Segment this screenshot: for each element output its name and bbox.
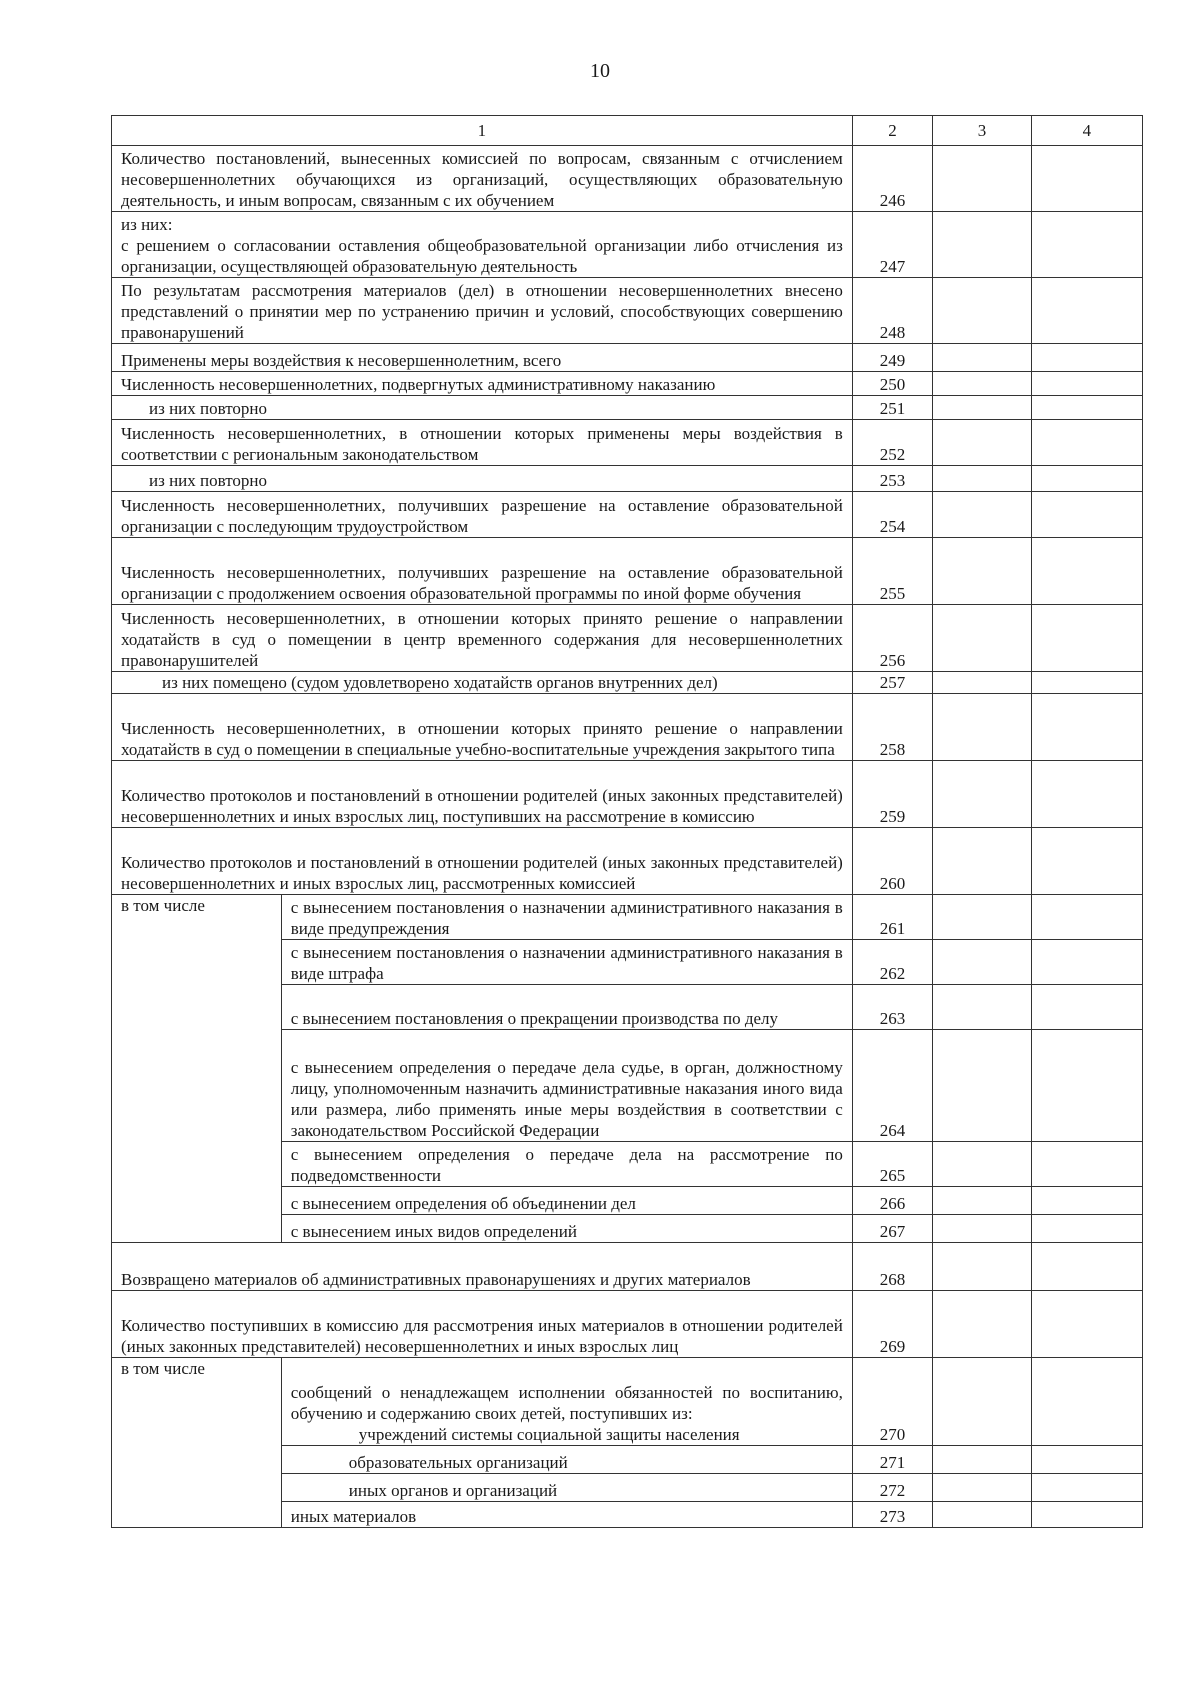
value-cell-col4[interactable]	[1031, 1142, 1142, 1187]
table-row	[112, 344, 1143, 372]
value-cell-col3[interactable]	[933, 1291, 1032, 1358]
value-cell-col4[interactable]	[1031, 278, 1142, 344]
row-code: 269	[852, 1291, 932, 1358]
value-cell-col3[interactable]	[933, 466, 1032, 492]
row-label: из них помещено (судом удовлетворено ходатайств органов внутренних дел)	[112, 672, 853, 694]
value-cell-col4[interactable]	[1031, 1474, 1142, 1502]
group-label: в том числе	[112, 1358, 282, 1528]
row-code: 265	[852, 1142, 932, 1187]
row-code: 249	[852, 344, 932, 372]
row-code: 259	[852, 761, 932, 828]
value-cell-col3[interactable]	[933, 146, 1032, 212]
value-cell-col3[interactable]	[933, 605, 1032, 672]
row-code: 271	[852, 1446, 932, 1474]
row-code: 270	[852, 1358, 932, 1446]
row-label: из них повторно	[112, 466, 853, 492]
table-row	[112, 146, 1143, 212]
header-col-4: 4	[1031, 116, 1142, 146]
value-cell-col4[interactable]	[1031, 492, 1142, 538]
value-cell-col3[interactable]	[933, 492, 1032, 538]
value-cell-col4[interactable]	[1031, 1291, 1142, 1358]
table-row	[112, 605, 1143, 672]
group-intro: сообщений о ненадлежащем исполнении обязанностей по воспитанию, обучению и содержанию своих детей, поступивших из:	[290, 1383, 843, 1423]
report-table	[111, 115, 1143, 1528]
table-row	[112, 420, 1143, 466]
row-label: с вынесением иных видов определений	[281, 1215, 852, 1243]
row-code: 267	[852, 1215, 932, 1243]
row-label: из них: с решением о согласовании оставления общеобразовательной организации либо отчисления из организации, осуществляющей образовательную деятельность	[112, 212, 853, 278]
value-cell-col4[interactable]	[1031, 1358, 1142, 1446]
value-cell-col3[interactable]	[933, 940, 1032, 985]
row-label: иных органов и организаций	[281, 1474, 852, 1502]
group-label: в том числе	[112, 895, 282, 1243]
value-cell-col4[interactable]	[1031, 985, 1142, 1030]
value-cell-col3[interactable]	[933, 212, 1032, 278]
value-cell-col4[interactable]	[1031, 344, 1142, 372]
value-cell-col4[interactable]	[1031, 372, 1142, 396]
row-code: 257	[852, 672, 932, 694]
sub-item-label: учреждений системы социальной защиты населения	[358, 1425, 740, 1444]
value-cell-col3[interactable]	[933, 895, 1032, 940]
value-cell-col3[interactable]	[933, 372, 1032, 396]
row-label: с вынесением определения о передаче дела на рассмотрение по подведомственности	[281, 1142, 852, 1187]
row-label: Возвращено материалов об административных правонарушениях и других материалов	[112, 1243, 853, 1291]
row-label: Численность несовершеннолетних, в отношении которых применены меры воздействия в соответствии с региональным законодательством	[112, 420, 853, 466]
row-code: 258	[852, 694, 932, 761]
table-row	[112, 1291, 1143, 1358]
value-cell-col3[interactable]	[933, 761, 1032, 828]
row-code: 251	[852, 396, 932, 420]
value-cell-col4[interactable]	[1031, 212, 1142, 278]
row-label: с вынесением постановления о назначении административного наказания в виде предупреждения	[281, 895, 852, 940]
row-code: 252	[852, 420, 932, 466]
value-cell-col3[interactable]	[933, 396, 1032, 420]
row-code: 262	[852, 940, 932, 985]
row-label: Численность несовершеннолетних, подвергнутых административному наказанию	[112, 372, 853, 396]
row-code: 263	[852, 985, 932, 1030]
row-code: 264	[852, 1030, 932, 1142]
value-cell-col3[interactable]	[933, 1030, 1032, 1142]
row-label: Количество протоколов и постановлений в отношении родителей (иных законных представителей) несовершеннолетних и иных взрослых лиц, рассмотренных комиссией	[112, 828, 853, 895]
row-code: 272	[852, 1474, 932, 1502]
value-cell-col4[interactable]	[1031, 940, 1142, 985]
row-label: Количество постановлений, вынесенных комиссией по вопросам, связанным с отчислением несовершеннолетних обучающихся из организаций, осуществляющих образовательную деятельность, и иным вопросам, связанным с их обучением	[112, 146, 853, 212]
value-cell-col4[interactable]	[1031, 396, 1142, 420]
header-col-2: 2	[852, 116, 932, 146]
value-cell-col4[interactable]	[1031, 1243, 1142, 1291]
value-cell-col3[interactable]	[933, 420, 1032, 466]
row-code: 250	[852, 372, 932, 396]
row-label: с вынесением постановления о прекращении производства по делу	[281, 985, 852, 1030]
row-label: По результатам рассмотрения материалов (дел) в отношении несовершеннолетних внесено представлений о принятии мер по устранению причин и условий, способствующих совершению правонарушений	[112, 278, 853, 344]
value-cell-col4[interactable]	[1031, 1215, 1142, 1243]
table-row	[112, 1243, 1143, 1291]
value-cell-col3[interactable]	[933, 1142, 1032, 1187]
row-code: 254	[852, 492, 932, 538]
value-cell-col3[interactable]	[933, 1243, 1032, 1291]
row-label: Численность несовершеннолетних, в отношении которых принято решение о направлении ходатайств в суд о помещении в центр временного содержания для несовершеннолетних правонарушителей	[112, 605, 853, 672]
table-row	[112, 672, 1143, 694]
value-cell-col3[interactable]	[933, 672, 1032, 694]
value-cell-col4[interactable]	[1031, 761, 1142, 828]
table-row	[112, 694, 1143, 761]
table-row	[112, 1358, 1143, 1446]
row-code: 268	[852, 1243, 932, 1291]
row-code: 261	[852, 895, 932, 940]
table-row	[112, 492, 1143, 538]
value-cell-col3[interactable]	[933, 1358, 1032, 1446]
value-cell-col4[interactable]	[1031, 1030, 1142, 1142]
row-label: Численность несовершеннолетних, в отношении которых принято решение о направлении ходатайств в суд о помещении в специальные учебно-воспитательные учреждения закрытого типа	[112, 694, 853, 761]
row-label: Количество поступивших в комиссию для рассмотрения иных материалов в отношении родителей (иных законных представителей) несовершеннолетних и иных взрослых лиц	[112, 1291, 853, 1358]
value-cell-col3[interactable]	[933, 828, 1032, 895]
row-label: с вынесением определения о передаче дела судье, в орган, должностному лицу, уполномоченным назначить административные наказания иного вида или размера, либо применять иные меры воздействия в соответствии с законодательством Российской Федерации	[281, 1030, 852, 1142]
row-label: из них повторно	[112, 396, 853, 420]
row-code: 256	[852, 605, 932, 672]
row-code: 247	[852, 212, 932, 278]
value-cell-col3[interactable]	[933, 538, 1032, 605]
row-label: Количество протоколов и постановлений в отношении родителей (иных законных представителей) несовершеннолетних и иных взрослых лиц, поступивших на рассмотрение в комиссию	[112, 761, 853, 828]
value-cell-col3[interactable]	[933, 1187, 1032, 1215]
value-cell-col4[interactable]	[1031, 605, 1142, 672]
value-cell-col4[interactable]	[1031, 828, 1142, 895]
value-cell-col4[interactable]	[1031, 538, 1142, 605]
value-cell-col4[interactable]	[1031, 1187, 1142, 1215]
table-row	[112, 538, 1143, 605]
value-cell-col3[interactable]	[933, 1502, 1032, 1528]
row-code: 260	[852, 828, 932, 895]
row-label: с вынесением определения об объединении дел	[281, 1187, 852, 1215]
value-cell-col4[interactable]	[1031, 466, 1142, 492]
table-row	[112, 466, 1143, 492]
value-cell-col4[interactable]	[1031, 420, 1142, 466]
value-cell-col4[interactable]	[1031, 895, 1142, 940]
table-row	[112, 895, 1143, 940]
table-row	[112, 828, 1143, 895]
value-cell-col3[interactable]	[933, 344, 1032, 372]
row-label: образовательных организаций	[281, 1446, 852, 1474]
row-code: 266	[852, 1187, 932, 1215]
header-row	[112, 116, 1143, 146]
value-cell-col4[interactable]	[1031, 1502, 1142, 1528]
table-row	[112, 396, 1143, 420]
value-cell-col4[interactable]	[1031, 1446, 1142, 1474]
table-row	[112, 212, 1143, 278]
row-code: 253	[852, 466, 932, 492]
row-label: с вынесением постановления о назначении административного наказания в виде штрафа	[281, 940, 852, 985]
header-col-3: 3	[933, 116, 1032, 146]
row-label: иных материалов	[281, 1502, 852, 1528]
value-cell-col3[interactable]	[933, 985, 1032, 1030]
value-cell-col3[interactable]	[933, 278, 1032, 344]
row-code: 248	[852, 278, 932, 344]
value-cell-col3[interactable]	[933, 1215, 1032, 1243]
table-row	[112, 278, 1143, 344]
value-cell-col4[interactable]	[1031, 672, 1142, 694]
table-row	[112, 372, 1143, 396]
row-code: 255	[852, 538, 932, 605]
value-cell-col4[interactable]	[1031, 146, 1142, 212]
page-number: 10	[590, 60, 610, 82]
row-label: Численность несовершеннолетних, получивших разрешение на оставление образовательной организации с продолжением освоения образовательной программы по иной форме обучения	[112, 538, 853, 605]
table-row	[112, 761, 1143, 828]
value-cell-col3[interactable]	[933, 1474, 1032, 1502]
row-label	[281, 1358, 852, 1446]
value-cell-col3[interactable]	[933, 694, 1032, 761]
value-cell-col4[interactable]	[1031, 694, 1142, 761]
row-label: Применены меры воздействия к несовершеннолетним, всего	[112, 344, 853, 372]
header-col-1: 1	[112, 116, 853, 146]
row-code: 246	[852, 146, 932, 212]
row-label: Численность несовершеннолетних, получивших разрешение на оставление образовательной организации с последующим трудоустройством	[112, 492, 853, 538]
value-cell-col3[interactable]	[933, 1446, 1032, 1474]
row-code: 273	[852, 1502, 932, 1528]
